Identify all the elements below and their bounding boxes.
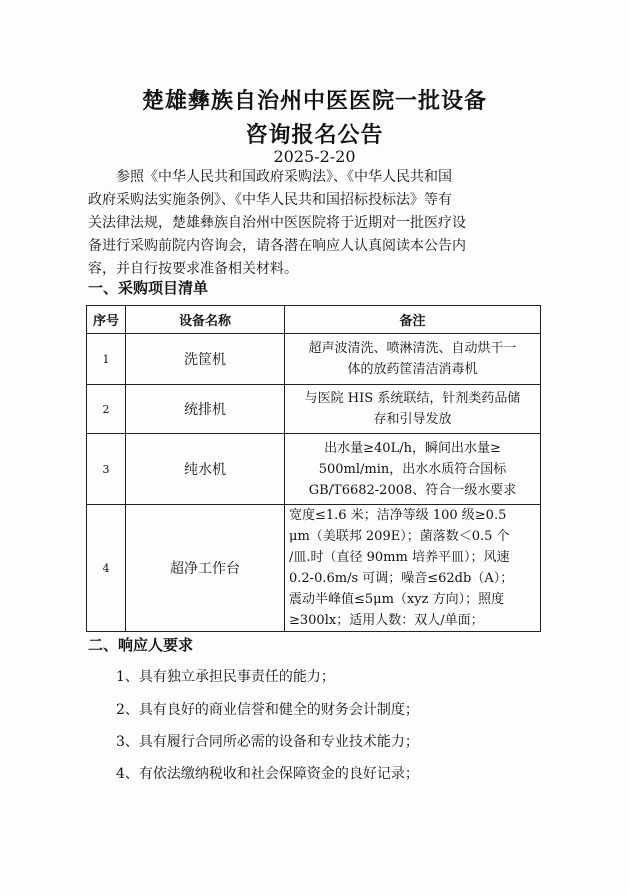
remark-line: 宽度≤1.6 米；洁净等级 100 级≥0.5 (289, 508, 507, 523)
requirement-item: 3、具有履行合同所必需的设备和专业技术能力； (116, 734, 419, 750)
remark-line: 500ml/min，出水水质符合国标 (318, 461, 507, 477)
equipment-name: 统排机 (126, 385, 285, 434)
table-header-row (87, 306, 541, 334)
equipment-remarks (285, 385, 541, 434)
equipment-name: 纯水机 (126, 434, 285, 505)
remark-line: μm（美联邦 209E）；菌落数＜0.5 个 (289, 529, 510, 544)
remark-line: 0.2-0.6m/s 可调；噪音≤62db（A）； (289, 571, 514, 586)
intro-paragraph (88, 166, 540, 281)
section-heading-respondent-requirements: 二、响应人要求 (88, 636, 194, 654)
remark-line: 震动半峰值≤5μm（xyz 方向）；照度 (289, 592, 505, 607)
intro-line: 备进行采购前院内咨询会，请各潜在响应人认真阅读本公告内 (88, 238, 466, 254)
section-heading-procurement-list: 一、采购项目清单 (88, 279, 209, 297)
requirement-item: 4、有依法缴纳税收和社会保障资金的良好记录； (116, 766, 419, 782)
requirement-item: 2、具有良好的商业信誉和健全的财务会计制度； (116, 702, 419, 718)
column-header-number: 序号 (87, 306, 126, 334)
row-number: 4 (87, 505, 126, 632)
table-row (87, 385, 541, 434)
remark-line: 超声波清洗、喷淋清洗、自动烘干一 (308, 341, 517, 356)
page-title-line-1: 楚雄彝族自治州中医医院一批设备 (141, 89, 487, 114)
remark-line: 体的放药筐清洁消毒机 (347, 362, 478, 377)
intro-line: 参照《中华人民共和国政府采购法》、《中华人民共和国 (116, 169, 452, 185)
equipment-name: 洗筐机 (126, 334, 285, 385)
remark-line: 存和引导发放 (373, 412, 452, 427)
remark-line: /皿.时（直径 90mm 培养平皿）；风速 (289, 550, 510, 565)
requirement-item: 1、具有独立承担民事责任的能力； (116, 669, 335, 685)
intro-line: 政府采购法实施条例》、《中华人民共和国招标投标法》等有 (88, 192, 452, 208)
remark-line: ≥300lx；适用人数：双人/单面； (289, 613, 484, 628)
procurement-table (86, 305, 541, 632)
publish-date: 2025-2-20 (273, 147, 356, 166)
column-header-equipment-name: 设备名称 (126, 306, 285, 334)
remark-line: GB/T6682-2008、符合一级水要求 (308, 482, 517, 498)
remark-line: 与医院 HIS 系统联结，针剂类药品储 (304, 391, 521, 406)
equipment-remarks (285, 434, 541, 505)
page-title-line-2: 咨询报名公告 (245, 123, 384, 148)
remark-line: 出水量≥40L/h，瞬间出水量≥ (324, 440, 501, 456)
row-number: 3 (87, 434, 126, 505)
intro-line: 关法律法规，楚雄彝族自治州中医医院将于近期对一批医疗设 (88, 215, 466, 231)
equipment-remarks (285, 505, 541, 632)
row-number: 2 (87, 385, 126, 434)
intro-line: 容，并自行按要求准备相关材料。 (88, 261, 298, 277)
table-row (87, 434, 541, 505)
table-row (87, 505, 541, 632)
equipment-remarks (285, 334, 541, 385)
column-header-remarks: 备注 (285, 306, 541, 334)
table-row (87, 334, 541, 385)
equipment-name: 超净工作台 (126, 505, 285, 632)
row-number: 1 (87, 334, 126, 385)
